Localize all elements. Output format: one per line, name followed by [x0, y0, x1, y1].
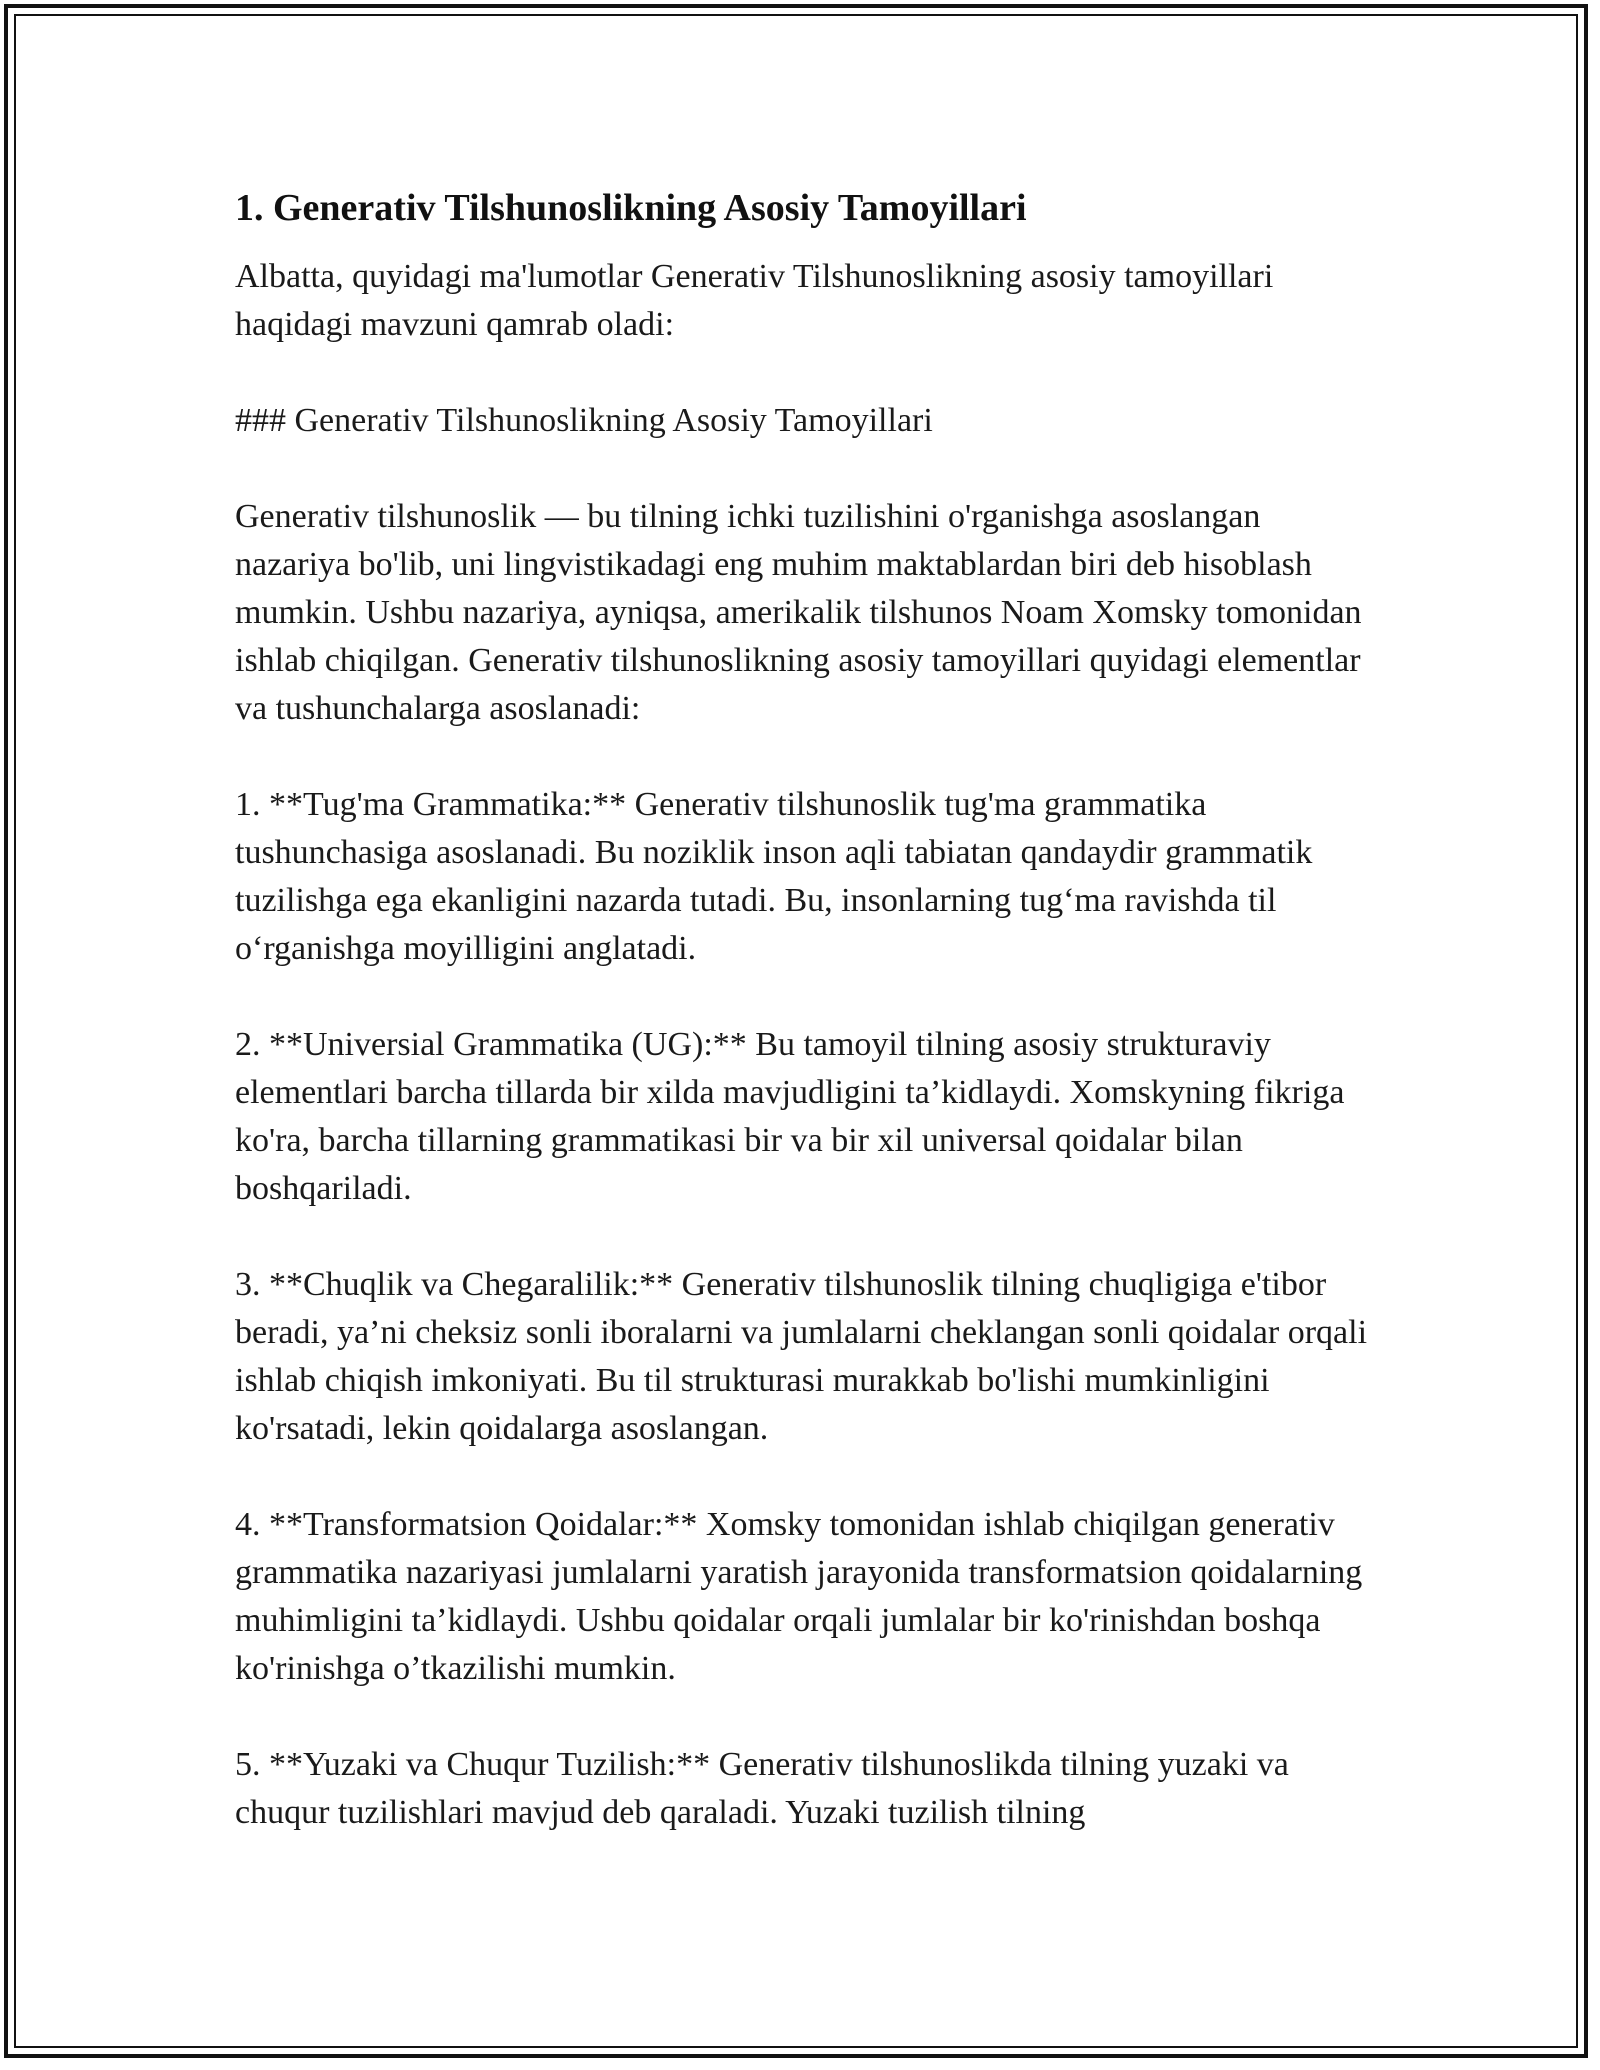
list-item-5: 5. **Yuzaki va Chuqur Tuzilish:** Generativ tilshunoslikda tilning yuzaki va chuqur tuzilishlari mavjud deb qaraladi. Yuzaki tuzilish tilning	[235, 1746, 1289, 1831]
list-item-3: 3. **Chuqlik va Chegaralilik:** Generativ tilshunoslik tilning chuqligiga e'tibor beradi, ya’ni cheksiz sonli iboralarni va jumlalarni cheklangan sonli qoidalar orqali ishlab chiqish imkoniyati. Bu til strukturasi murakkab bo'lishi mumkinligini ko'rsatadi, lekin qoidalarga asoslangan.	[235, 1266, 1368, 1447]
list-item-4: 4. **Transformatsion Qoidalar:** Xomsky tomonidan ishlab chiqilgan generativ grammatika nazariyasi jumlalarni yaratish jarayonida transformatsion qoidalarning muhimligini ta’kidlaydi. Ushbu qoidalar orqali jumlalar bir ko'rinishdan boshqa ko'rinishga o’tkazilishi mumkin.	[235, 1506, 1363, 1687]
document-heading: 1. Generativ Tilshunoslikning Asosiy Tamoyillari	[235, 187, 1027, 229]
list-item-2: 2. **Universial Grammatika (UG):** Bu tamoyil tilning asosiy strukturaviy elementlari barcha tillarda bir xilda mavjudligini ta’kidlaydi. Xomskyning fikriga ko'ra, barcha tillarning grammatikasi bir va bir xil universal qoidalar bilan boshqariladi.	[235, 1026, 1345, 1207]
list-item-1: 1. **Tug'ma Grammatika:** Generativ tilshunoslik tug'ma grammatika tushunchasiga asoslanadi. Bu noziklik inson aqli tabiatan qandaydir grammatik tuzilishga ega ekanligini nazarda tutadi. Bu, insonlarning tug‘ma ravishda til o‘rganishga moyilligini anglatadi.	[235, 786, 1313, 967]
document-body	[235, 185, 1375, 1837]
overview-paragraph: Generativ tilshunoslik — bu tilning ichki tuzilishini o'rganishga asoslangan nazariya bo'lib, uni lingvistikadagi eng muhim maktablardan biri deb hisoblash mumkin. Ushbu nazariya, ayniqsa, amerikalik tilshunos Noam Xomsky tomonidan ishlab chiqilgan. Generativ tilshunoslikning asosiy tamoyillari quyidagi elementlar va tushunchalarga asoslanadi:	[235, 498, 1362, 727]
intro-paragraph: Albatta, quyidagi ma'lumotlar Generativ Tilshunoslikning asosiy tamoyillari haqidagi mavzuni qamrab oladi:	[235, 258, 1274, 343]
subheading-paragraph: ### Generativ Tilshunoslikning Asosiy Tamoyillari	[235, 402, 933, 439]
